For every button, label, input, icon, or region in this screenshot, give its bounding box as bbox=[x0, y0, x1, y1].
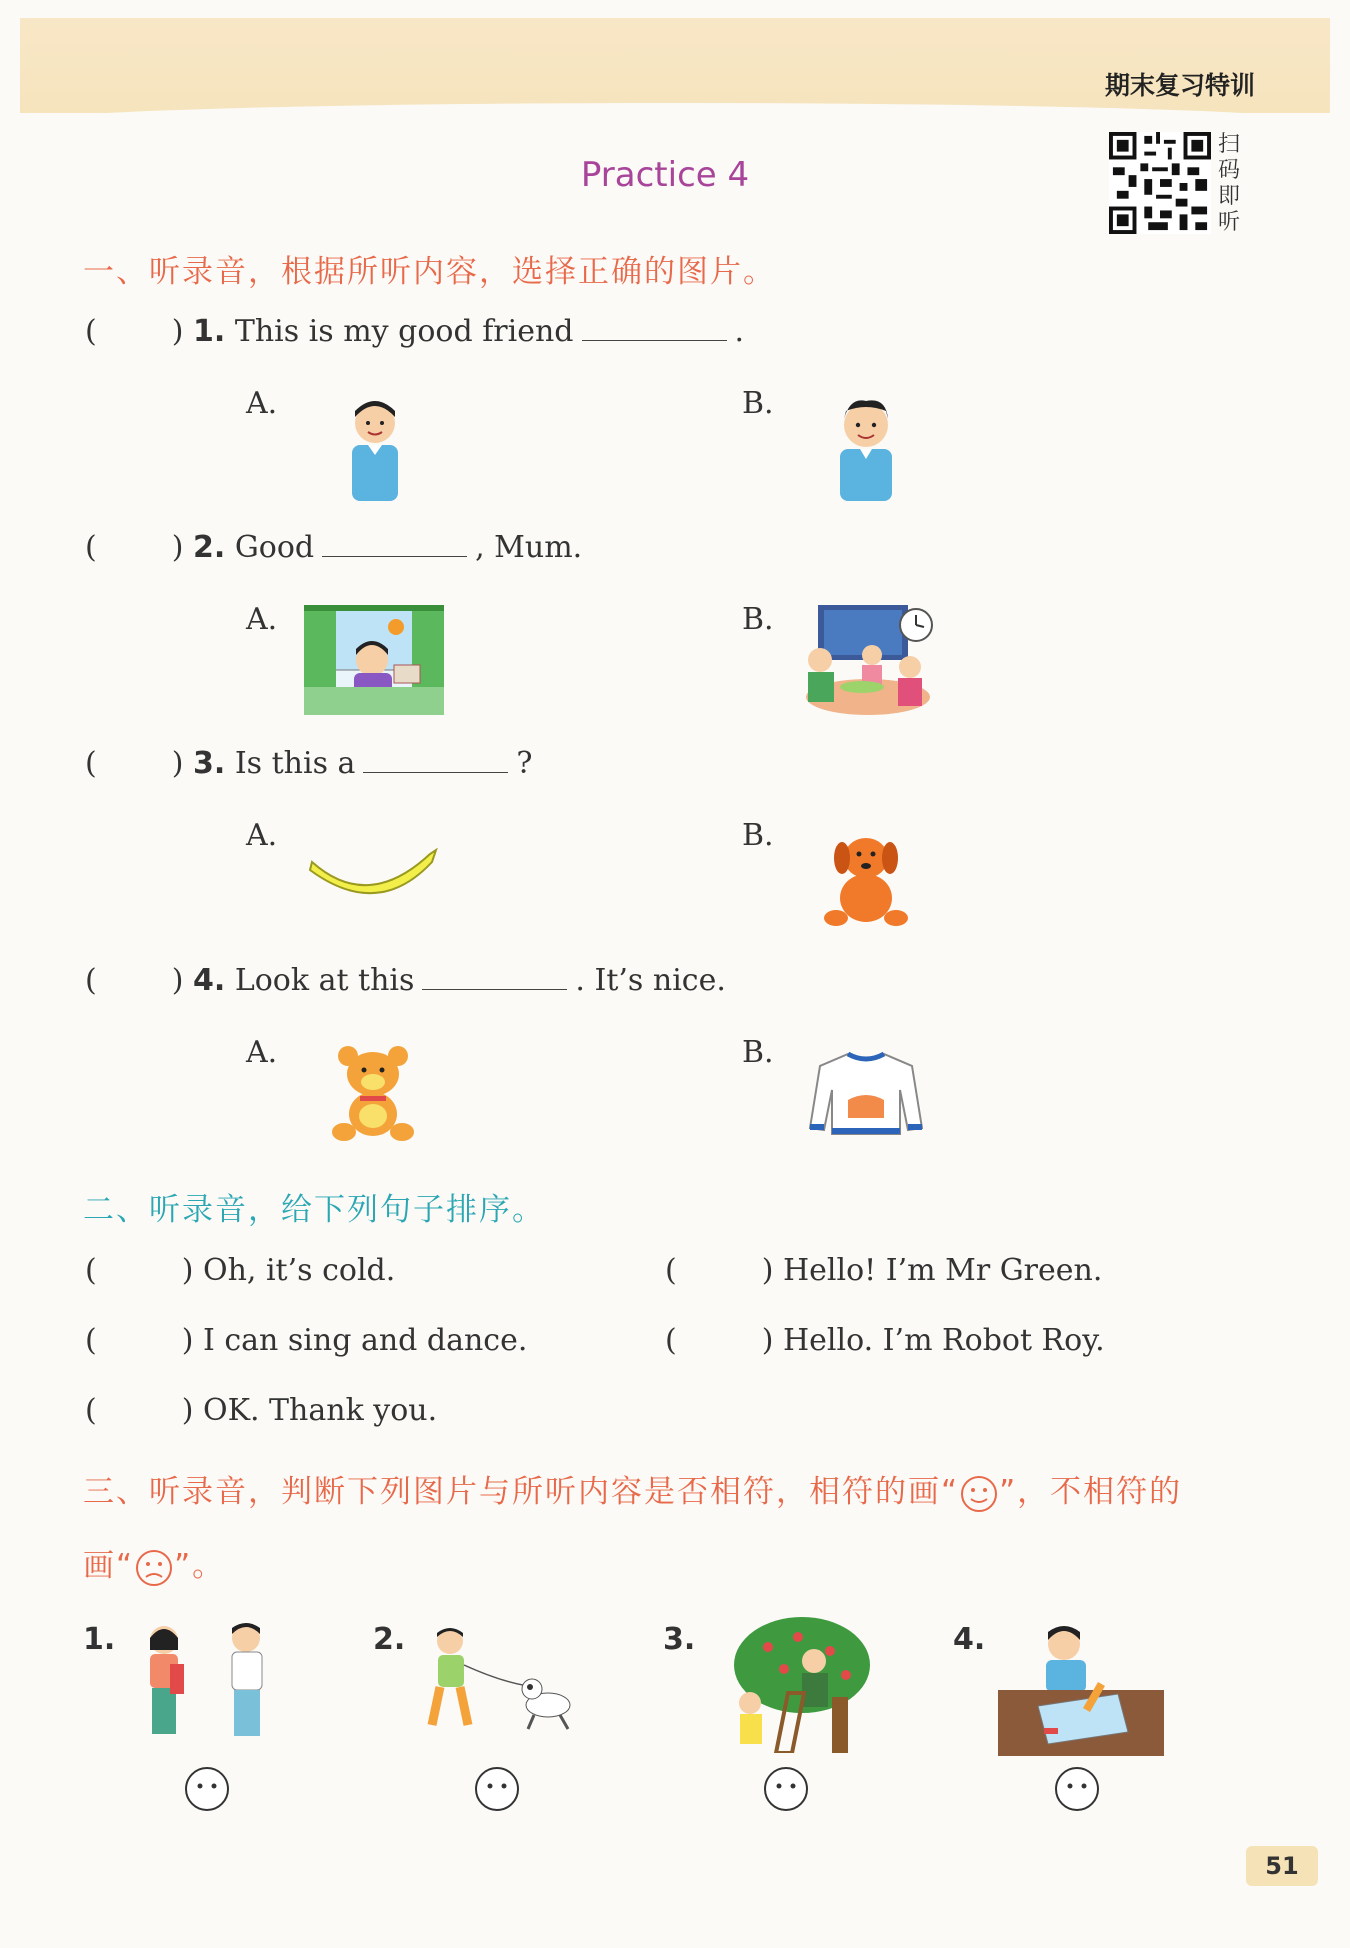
answer-face-icon[interactable] bbox=[763, 1766, 809, 1812]
section1-heading: 一、听录音，根据所听内容，选择正确的图片。 bbox=[83, 254, 776, 290]
answer-face-icon[interactable] bbox=[184, 1766, 230, 1812]
answer-face-icon[interactable] bbox=[474, 1766, 520, 1812]
answer-blank[interactable] bbox=[422, 965, 567, 990]
option-a-label: A. bbox=[246, 818, 278, 853]
order-item: ( ) Hello! I’m Mr Green. bbox=[665, 1253, 1103, 1288]
order-item: ( ) Oh, it’s cold. bbox=[85, 1253, 396, 1288]
order-item: ( ) I can sing and dance. bbox=[85, 1323, 528, 1358]
answer-face-icon[interactable] bbox=[1054, 1766, 1100, 1812]
toy-dog-picture bbox=[822, 828, 910, 928]
option-a-label: A. bbox=[246, 1035, 278, 1070]
page-title: Practice 4 bbox=[580, 155, 750, 195]
boy-picture-a bbox=[342, 395, 408, 501]
question-4: ( ) 4. Look at this . It’s nice. bbox=[85, 963, 726, 998]
apple-tree-picture bbox=[728, 1617, 870, 1753]
kids-exchange-picture bbox=[138, 1620, 278, 1748]
answer-blank[interactable] bbox=[582, 316, 727, 341]
drawing-boy-picture bbox=[998, 1622, 1164, 1756]
sad-face-icon bbox=[134, 1548, 174, 1588]
sweater-picture bbox=[808, 1050, 924, 1136]
option-b-label: B. bbox=[742, 1035, 774, 1070]
boy-picture-b bbox=[830, 395, 902, 501]
picture-number: 3. bbox=[663, 1622, 696, 1657]
page-number: 51 bbox=[1246, 1846, 1318, 1886]
picture-number: 4. bbox=[953, 1622, 986, 1657]
option-b-label: B. bbox=[742, 818, 774, 853]
dinner-table-picture bbox=[798, 605, 938, 717]
section3-heading: 三、听录音，判断下列图片与所听内容是否相符，相符的画“ ”，不相符的 bbox=[83, 1466, 1182, 1514]
picture-number: 2. bbox=[373, 1622, 406, 1657]
question-2: ( ) 2. Good , Mum. bbox=[85, 530, 583, 565]
section2-heading: 二、听录音，给下列句子排序。 bbox=[83, 1192, 545, 1228]
morning-wakeup-picture bbox=[304, 605, 444, 715]
section3-heading-line2: 画“ ”。 bbox=[83, 1540, 225, 1588]
order-item: ( ) OK. Thank you. bbox=[85, 1393, 438, 1428]
option-a-label: A. bbox=[246, 602, 278, 637]
option-b-label: B. bbox=[742, 602, 774, 637]
banana-picture bbox=[308, 848, 438, 908]
question-3: ( ) 3. Is this a ? bbox=[85, 746, 533, 781]
smile-face-icon bbox=[959, 1474, 999, 1514]
qr-caption: 扫码即听 bbox=[1218, 132, 1241, 235]
option-b-label: B. bbox=[742, 386, 774, 421]
teddy-bear-picture bbox=[330, 1042, 416, 1142]
question-1: ( ) 1. This is my good friend . bbox=[85, 314, 745, 349]
answer-blank[interactable] bbox=[363, 748, 508, 773]
picture-number: 1. bbox=[83, 1622, 116, 1657]
header-label: 期末复习特训 bbox=[1104, 71, 1255, 100]
walking-dog-picture bbox=[418, 1625, 578, 1745]
option-a-label: A. bbox=[246, 386, 278, 421]
order-item: ( ) Hello. I’m Robot Roy. bbox=[665, 1323, 1105, 1358]
answer-blank[interactable] bbox=[322, 532, 467, 557]
